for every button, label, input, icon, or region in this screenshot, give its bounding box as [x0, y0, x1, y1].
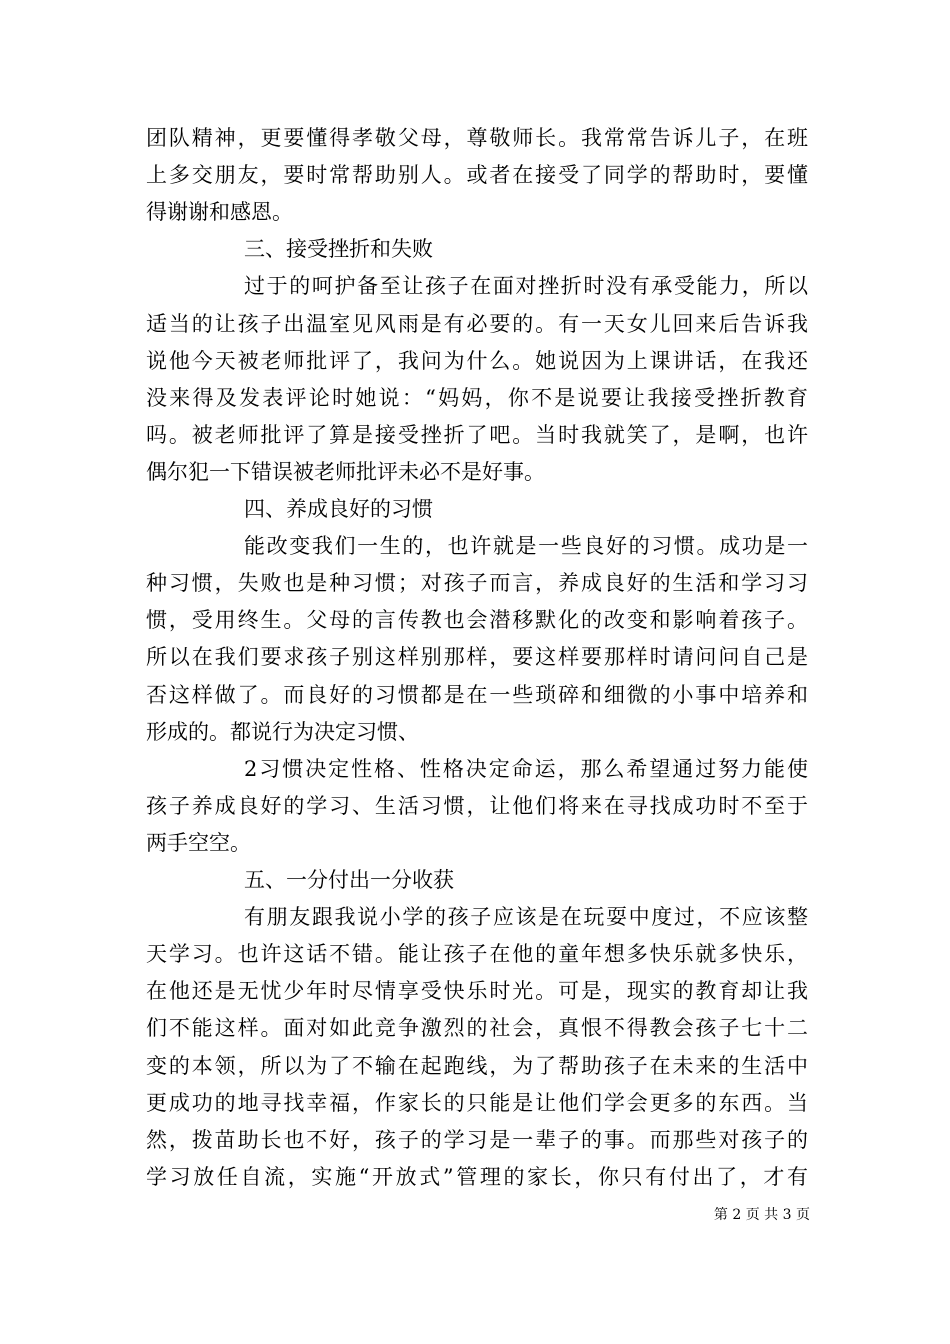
- text-line: 否这样做了。而良好的习惯都是在一些琐碎和细微的小事中培养和: [146, 682, 808, 707]
- text-line: 然，拨苗助长也不好，孩子的学习是一辈子的事。而那些对孩子的: [146, 1127, 808, 1152]
- text-line: 没来得及发表评论时她说：“妈妈，你不是说要让我接受挫折教育: [146, 385, 808, 410]
- text-line: 变的本领，所以为了不输在起跑线，为了帮助孩子在未来的生活中: [146, 1053, 808, 1078]
- text-line: 惯，受用终生。父母的言传教也会潜移默化的改变和影响着孩子。: [146, 608, 808, 633]
- section-heading: 五、一分付出一分收获: [244, 868, 454, 892]
- text-line: 得谢谢和感恩。: [146, 200, 293, 225]
- text-line: 适当的让孩子出温室见风雨是有必要的。有一天女儿回来后告诉我: [146, 311, 808, 336]
- text-line: 所以在我们要求孩子别这样别那样，要这样要那样时请问问自己是: [146, 645, 808, 670]
- text-line: 上多交朋友，要时常帮助别人。或者在接受了同学的帮助时，要懂: [146, 163, 808, 188]
- text-line: 种习惯，失败也是种习惯；对孩子而言，养成良好的生活和学习习: [146, 571, 808, 596]
- text-line: 有朋友跟我说小学的孩子应该是在玩耍中度过，不应该整: [244, 905, 808, 930]
- text-line: 说他今天被老师批评了，我问为什么。她说因为上课讲话，在我还: [146, 348, 808, 373]
- text-line: 形成的。都说行为决定习惯、: [146, 719, 419, 744]
- text-line: 团队精神，更要懂得孝敬父母，尊敬师长。我常常告诉儿子，在班: [146, 126, 808, 150]
- page-footer: 第 2 页 共 3 页: [713, 1207, 810, 1223]
- text-line: 偶尔犯一下错误被老师批评未必不是好事。: [146, 459, 545, 484]
- section-heading: 四、养成良好的习惯: [244, 497, 433, 521]
- text-line: 们不能这样。面对如此竞争激烈的社会，真恨不得教会孩子七十二: [146, 1016, 808, 1041]
- text-line: 吗。被老师批评了算是接受挫折了吧。当时我就笑了，是啊，也许: [146, 422, 808, 447]
- text-line: 在他还是无忧少年时尽情享受快乐时光。可是，现实的教育却让我: [146, 979, 808, 1004]
- text-line: 孩子养成良好的学习、生活习惯，让他们将来在寻找成功时不至于: [146, 793, 808, 818]
- text-line: 能改变我们一生的，也许就是一些良好的习惯。成功是一: [244, 534, 808, 559]
- text-line: 学习放任自流，实施“开放式”管理的家长，你只有付出了，才有: [146, 1164, 808, 1189]
- text-line: 天学习。也许这话不错。能让孩子在他的童年想多快乐就多快乐，: [146, 942, 808, 967]
- text-line: 过于的呵护备至让孩子在面对挫折时没有承受能力，所以: [244, 274, 808, 299]
- text-line: 2习惯决定性格、性格决定命运，那么希望通过努力能使: [244, 756, 808, 781]
- text-line: 两手空空。: [146, 830, 251, 855]
- text-line: 更成功的地寻找幸福，作家长的只能是让他们学会更多的东西。当: [146, 1090, 808, 1115]
- section-heading: 三、接受挫折和失败: [244, 237, 433, 262]
